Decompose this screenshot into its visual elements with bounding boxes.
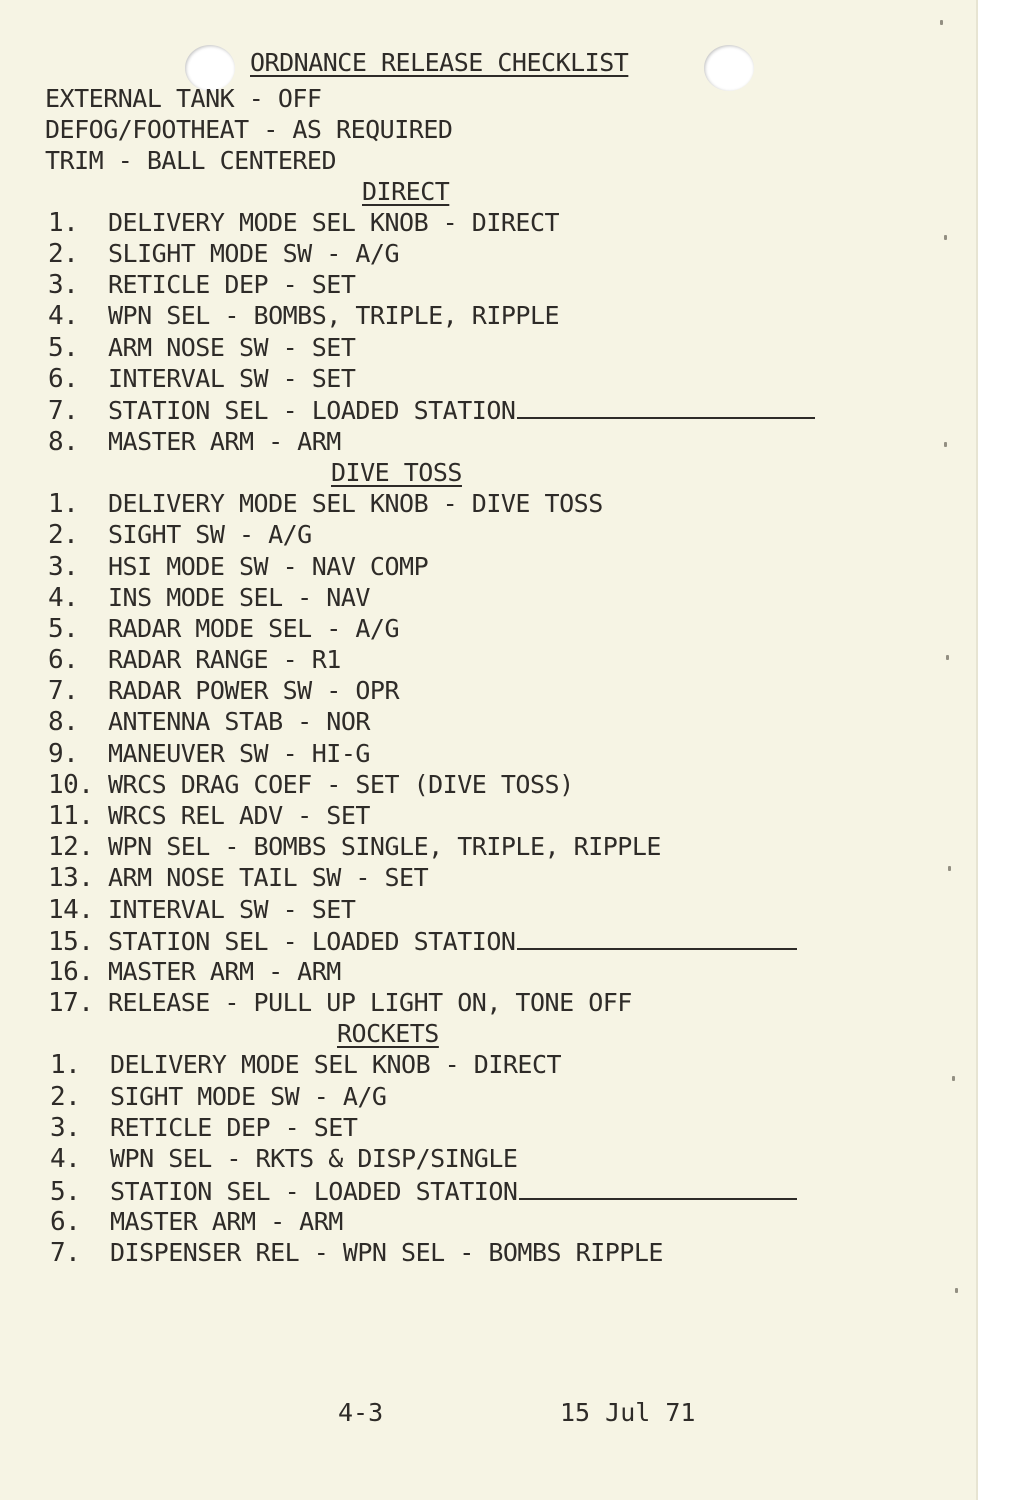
checklist-item: [48, 333, 355, 363]
page-number: 4-3: [338, 1398, 384, 1427]
checklist-item: [48, 239, 399, 269]
item-text: WRCS DRAG COEF - SET (DIVE TOSS): [108, 770, 574, 799]
checklist-item: [48, 832, 661, 862]
item-number: 3.: [50, 1113, 81, 1143]
item-text: INS MODE SEL - NAV: [108, 583, 370, 612]
item-text: ARM NOSE TAIL SW - SET: [108, 863, 429, 892]
item-text: MASTER ARM - ARM: [108, 427, 341, 456]
item-number: 8.: [48, 427, 79, 457]
checklist-item: [48, 707, 370, 737]
item-number: 5.: [48, 333, 79, 363]
checklist-item: [48, 645, 341, 675]
preflight-item: EXTERNAL TANK - OFF: [45, 84, 322, 113]
item-number: 1.: [48, 489, 79, 519]
checklist-item: [48, 770, 574, 800]
checklist-item: [50, 1144, 517, 1174]
section-heading-direct: DIRECT: [362, 177, 450, 206]
checklist-item: [50, 1113, 357, 1143]
item-text: ARM NOSE SW - SET: [108, 333, 356, 362]
item-number: 11.: [48, 801, 94, 831]
item-text: MANEUVER SW - HI-G: [108, 739, 370, 768]
section-heading-dive-toss: DIVE TOSS: [331, 458, 462, 487]
item-text: RETICLE DEP - SET: [108, 270, 356, 299]
item-number: 7.: [48, 396, 79, 426]
item-number: 4.: [48, 301, 79, 331]
item-text: WPN SEL - BOMBS SINGLE, TRIPLE, RIPPLE: [108, 832, 661, 861]
checklist-item: [48, 552, 428, 582]
item-number: 2.: [50, 1082, 81, 1112]
item-text: SLIGHT MODE SW - A/G: [108, 239, 400, 268]
item-number: 8.: [48, 707, 79, 737]
item-text: MASTER ARM - ARM: [110, 1207, 343, 1236]
item-number: 1.: [50, 1050, 81, 1080]
item-number: 5.: [50, 1177, 81, 1207]
checklist-item: [48, 583, 370, 613]
item-text: RADAR RANGE - R1: [108, 645, 341, 674]
checklist-item: [50, 1238, 663, 1268]
item-number: 7.: [48, 676, 79, 706]
fill-in-blank[interactable]: [519, 1176, 797, 1200]
revision-date: 15 Jul 71: [560, 1398, 696, 1427]
checklist-item: [48, 427, 341, 457]
fill-in-blank[interactable]: [517, 395, 815, 419]
checklist-item: [48, 395, 815, 426]
item-number: 6.: [48, 364, 79, 394]
item-text: INTERVAL SW - SET: [108, 895, 356, 924]
checklist-item: [48, 988, 632, 1018]
checklist-item: [48, 208, 559, 238]
item-number: 6.: [48, 645, 79, 675]
checklist-item: [48, 270, 355, 300]
checklist-item: [48, 926, 797, 957]
item-number: 3.: [48, 270, 79, 300]
page-title: ORDNANCE RELEASE CHECKLIST: [250, 48, 629, 77]
item-text: STATION SEL - LOADED STATION: [110, 1177, 518, 1206]
preflight-item: DEFOG/FOOTHEAT - AS REQUIRED: [45, 115, 453, 144]
fill-in-blank[interactable]: [517, 926, 797, 950]
checklist-item: [50, 1207, 343, 1237]
item-text: RETICLE DEP - SET: [110, 1113, 358, 1142]
item-text: RADAR POWER SW - OPR: [108, 676, 400, 705]
item-number: 16.: [48, 957, 94, 987]
item-text: RADAR MODE SEL - A/G: [108, 614, 400, 643]
item-number: 3.: [48, 552, 79, 582]
item-number: 12.: [48, 832, 94, 862]
section-heading-rockets: ROCKETS: [337, 1019, 439, 1048]
item-text: RELEASE - PULL UP LIGHT ON, TONE OFF: [108, 988, 632, 1017]
item-text: WPN SEL - BOMBS, TRIPLE, RIPPLE: [108, 301, 560, 330]
paper-speck: [952, 1076, 955, 1081]
paper-speck: [940, 20, 943, 25]
checklist-item: [48, 364, 355, 394]
item-number: 15.: [48, 927, 94, 957]
item-number: 6.: [50, 1207, 81, 1237]
item-number: 13.: [48, 863, 94, 893]
paper-speck: [944, 442, 947, 447]
paper-speck: [944, 235, 947, 240]
checklist-item: [48, 614, 399, 644]
item-text: DELIVERY MODE SEL KNOB - DIRECT: [110, 1050, 562, 1079]
checklist-item: [48, 739, 370, 769]
checklist-item: [48, 520, 312, 550]
item-number: 2.: [48, 520, 79, 550]
checklist-item: [50, 1082, 386, 1112]
item-number: 10.: [48, 770, 94, 800]
item-number: 14.: [48, 895, 94, 925]
item-text: STATION SEL - LOADED STATION: [108, 396, 516, 425]
punch-hole-right: [704, 45, 754, 91]
item-number: 4.: [48, 583, 79, 613]
checklist-item: [50, 1176, 797, 1207]
checklist-item: [48, 301, 559, 331]
item-text: DISPENSER REL - WPN SEL - BOMBS RIPPLE: [110, 1238, 663, 1267]
checklist-item: [50, 1050, 561, 1080]
item-number: 7.: [50, 1238, 81, 1268]
paper-speck: [955, 1288, 958, 1293]
checklist-item: [48, 957, 341, 987]
item-number: 9.: [48, 739, 79, 769]
item-text: SIGHT MODE SW - A/G: [110, 1082, 387, 1111]
item-number: 2.: [48, 239, 79, 269]
item-number: 4.: [50, 1144, 81, 1174]
item-text: SIGHT SW - A/G: [108, 520, 312, 549]
item-text: INTERVAL SW - SET: [108, 364, 356, 393]
checklist-item: [48, 895, 355, 925]
checklist-item: [48, 863, 428, 893]
item-text: ANTENNA STAB - NOR: [108, 707, 370, 736]
checklist-item: [48, 676, 399, 706]
item-text: WRCS REL ADV - SET: [108, 801, 370, 830]
paper-speck: [948, 866, 951, 871]
item-text: WPN SEL - RKTS & DISP/SINGLE: [110, 1144, 518, 1173]
item-text: HSI MODE SW - NAV COMP: [108, 552, 429, 581]
item-number: 1.: [48, 208, 79, 238]
item-number: 5.: [48, 614, 79, 644]
preflight-item: TRIM - BALL CENTERED: [45, 146, 337, 175]
checklist-item: [48, 801, 370, 831]
checklist-item: [48, 489, 603, 519]
paper-speck: [946, 655, 949, 660]
item-text: STATION SEL - LOADED STATION: [108, 927, 516, 956]
item-number: 17.: [48, 988, 94, 1018]
item-text: DELIVERY MODE SEL KNOB - DIRECT: [108, 208, 560, 237]
item-text: DELIVERY MODE SEL KNOB - DIVE TOSS: [108, 489, 603, 518]
item-text: MASTER ARM - ARM: [108, 957, 341, 986]
